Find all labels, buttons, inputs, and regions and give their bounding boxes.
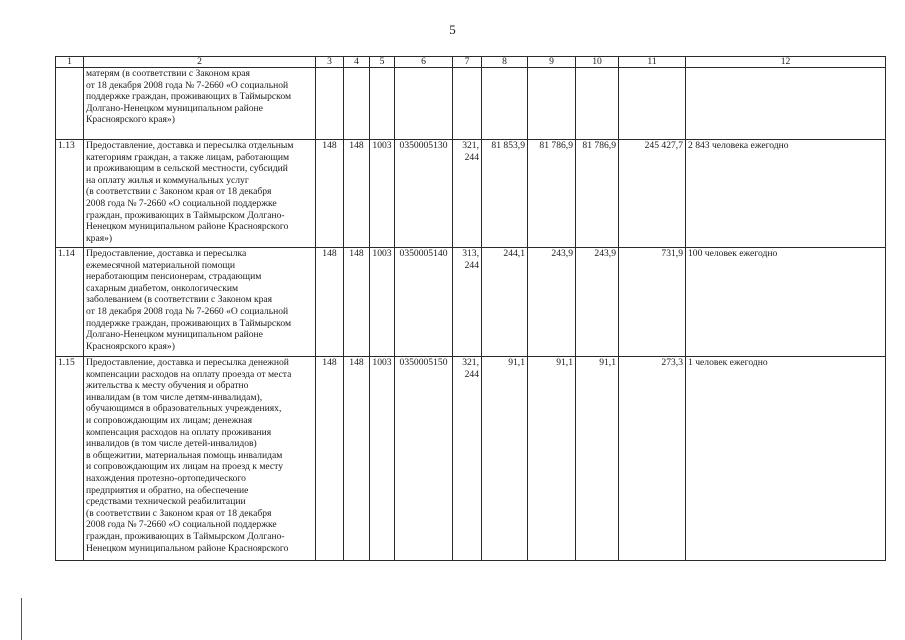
cell-col4 — [344, 68, 370, 140]
row-description: Предоставление, доставка и пересылка отдельным категориям граждан, а также лицам, работающим и проживающим в сельской местности, субсидий на оплату жилья и коммунальных услуг (в соответствии с Законом края от 18 декабря 2008 года № 7-2660 «О социальной поддержке граждан, проживающих в Таймырском Долгано- Ненецком муниципальном районе Красноярского края») — [84, 140, 316, 248]
row-id — [56, 68, 84, 140]
cell-col5: 1003 — [370, 357, 395, 561]
cell-col8: 91,1 — [482, 357, 528, 561]
cell-col12: 2 843 человека ежегодно — [686, 140, 886, 248]
cell-col8 — [482, 68, 528, 140]
row-description: Предоставление, доставка и пересылка ежемесячной материальной помощи неработающим пенсионерам, страдающим сахарным диабетом, онкологическим заболеванием (в соответствии с Законом края от 18 декабря 2008 года № 7-2660 «О социальной поддержке граждан, проживающих в Таймырском Долгано-Ненецком муниципальном районе Красноярского края») — [84, 248, 316, 357]
cell-col6: 0350005140 — [395, 248, 453, 357]
row-description: матерям (в соответствии с Законом края от 18 декабря 2008 года № 7-2660 «О социальной поддержке граждан, проживающих в Таймырском Долгано-Ненецком муниципальном районе Красноярского края») — [84, 68, 316, 140]
column-header: 3 — [316, 57, 344, 68]
column-header: 7 — [453, 57, 482, 68]
scan-margin-line — [21, 598, 22, 640]
table-row — [56, 68, 886, 140]
cell-col12 — [686, 68, 886, 140]
row-id: 1.15 — [56, 357, 84, 561]
cell-col3 — [316, 68, 344, 140]
cell-col5 — [370, 68, 395, 140]
cell-col12: 100 человек ежегодно — [686, 248, 886, 357]
cell-col3: 148 — [316, 357, 344, 561]
column-header: 9 — [528, 57, 576, 68]
cell-col10: 91,1 — [576, 357, 619, 561]
cell-col6: 0350005150 — [395, 357, 453, 561]
table-row — [56, 248, 886, 357]
cell-col4: 148 — [344, 140, 370, 248]
cell-col11: 731,9 — [619, 248, 686, 357]
cell-col4: 148 — [344, 248, 370, 357]
column-number-row — [56, 57, 886, 68]
table-row — [56, 357, 886, 561]
cell-col7: 313, 244 — [453, 248, 482, 357]
table-row — [56, 140, 886, 248]
cell-col6: 0350005130 — [395, 140, 453, 248]
cell-col5: 1003 — [370, 248, 395, 357]
row-id: 1.14 — [56, 248, 84, 357]
cell-col11: 245 427,7 — [619, 140, 686, 248]
column-header: 5 — [370, 57, 395, 68]
cell-col10: 243,9 — [576, 248, 619, 357]
cell-col5: 1003 — [370, 140, 395, 248]
column-header: 1 — [56, 57, 84, 68]
cell-col3: 148 — [316, 140, 344, 248]
page-number: 5 — [449, 22, 456, 37]
cell-col9 — [528, 68, 576, 140]
cell-col6 — [395, 68, 453, 140]
cell-col7: 321, 244 — [453, 140, 482, 248]
cell-col3: 148 — [316, 248, 344, 357]
cell-col9: 81 786,9 — [528, 140, 576, 248]
row-description: Предоставление, доставка и пересылка денежной компенсации расходов на оплату проезда от места жительства к месту обучения и обратно инвалидам (в том числе детям-инвалидам), обучающимся в образовательных учреждениях, и сопровождающим их лицам; денежная компенсация расходов на оплату проживания инвалидов (в том числе детей-инвалидов) в общежитии, материальная помощь инвалидам и сопровождающим их лицам на проезд к месту нахождения протезно-ортопедического предприятия и обратно, на обеспечение средствами технической реабилитации (в соответствии с Законом края от 18 декабря 2008 года № 7-2660 «О социальной поддержке граждан, проживающих в Таймырском Долгано- Ненецком муниципальном районе Красноярского — [84, 357, 316, 561]
column-header: 6 — [395, 57, 453, 68]
cell-col9: 243,9 — [528, 248, 576, 357]
column-header: 8 — [482, 57, 528, 68]
cell-col12: 1 человек ежегодно — [686, 357, 886, 561]
column-header: 4 — [344, 57, 370, 68]
cell-col7 — [453, 68, 482, 140]
cell-col8: 81 853,9 — [482, 140, 528, 248]
column-header: 10 — [576, 57, 619, 68]
cell-col7: 321, 244 — [453, 357, 482, 561]
cell-col4: 148 — [344, 357, 370, 561]
column-header: 12 — [686, 57, 886, 68]
column-header: 11 — [619, 57, 686, 68]
cell-col8: 244,1 — [482, 248, 528, 357]
cell-col11: 273,3 — [619, 357, 686, 561]
budget-table — [55, 56, 886, 561]
cell-col9: 91,1 — [528, 357, 576, 561]
row-id: 1.13 — [56, 140, 84, 248]
cell-col10 — [576, 68, 619, 140]
cell-col11 — [619, 68, 686, 140]
column-header: 2 — [84, 57, 316, 68]
cell-col10: 81 786,9 — [576, 140, 619, 248]
